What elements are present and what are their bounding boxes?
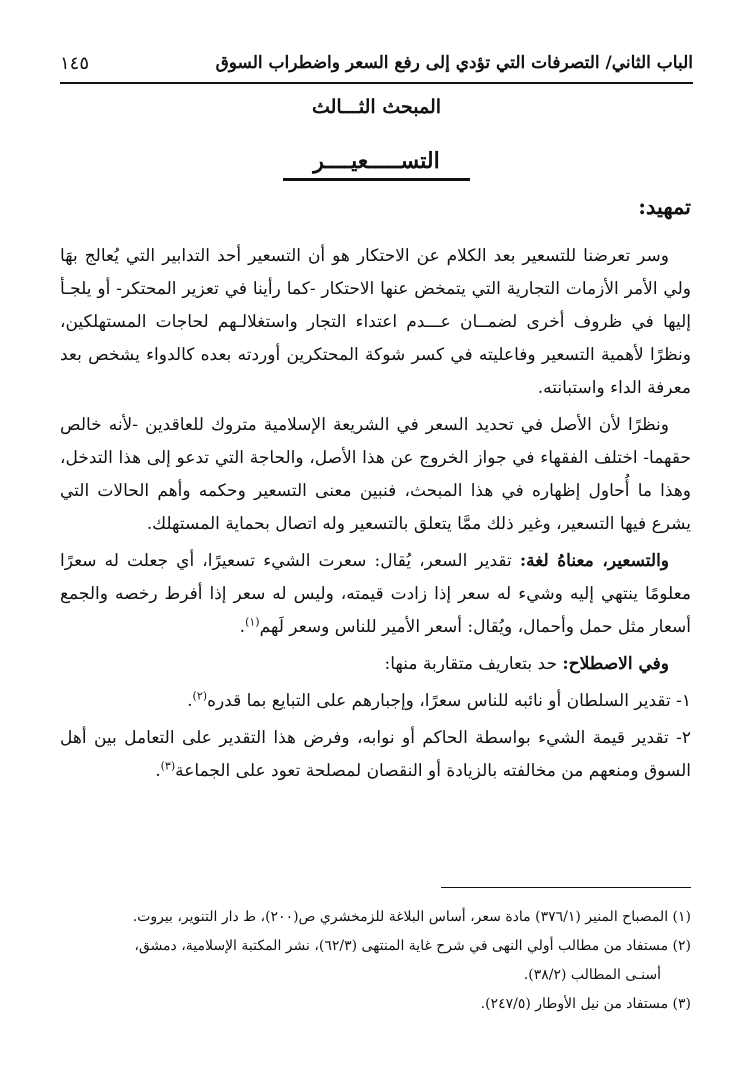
section-title: المبحث الثـــالث <box>311 96 442 118</box>
definition-item-2-text: ٢- تقدير قيمة الشيء بواسطة الحاكم أو نوابه، وفرض هذا التقدير على التعامل بين أهل السوق ومنعهم من مخالفته بالزيادة أو النقصان لمصلحة تعود على الجماعة <box>60 728 691 781</box>
footnote-2: (٢) مستفاد من مطالب أولي النهى في شرح غاية المنتهى (٦٢/٣)، نشر المكتبة الإسلامية، دمشق، <box>134 938 691 954</box>
body-text <box>60 240 691 792</box>
footnote-ref-1: (١) <box>245 615 260 629</box>
paragraph-1: وسر تعرضنا للتسعير بعد الكلام عن الاحتكار هو أن التسعير أحد التدابير التي يُعالج بهَا ولي الأمر الأزمات التجارية التي يتمخض عنها الاحتكار -كما رأينا في تعزير المحتكر- أو يلجـأ إليها في ظروف أخرى لضمــان عـــدم اعتداء التجار واستغلالـهم لحاجات المستهلكين، ونظرًا لأهمية التسعير وفاعليته في كسر شوكة المحتكرين أوردته بعده كالدواء يشخص بعد معرفة الداء واستبانته. <box>60 246 691 398</box>
page-number: ١٤٥ <box>60 52 90 74</box>
paragraph-2: ونظرًا لأن الأصل في تحديد السعر في الشريعة الإسلامية متروك للعاقدين -لأنه خالص حقهما- اختلف الفقهاء في جواز الخروج عن هذا الأصل، والحاجة التي تدعو إلى هذا التدخل، وهذا ما أُحاول إظهاره في هذا المبحث، فنبين معنى التسعير وحكمه وأهم الحالات التي يشرع فيها التسعير، وغير ذلك ممَّا يتعلق بالتسعير وله اتصال بحماية المستهلك. <box>60 415 691 534</box>
definition-item-1-text: ١- تقدير السلطان أو نائبه للناس سعرًا، وإجبارهم على التبايع بما قدره <box>207 691 691 711</box>
chapter-title-wrap <box>0 148 753 174</box>
paragraph-4-text: حد بتعاريف متقاربة منها: <box>384 654 557 674</box>
paragraph-4 <box>60 648 691 681</box>
footnote-1: (١) المصباح المنير (٣٧٦/١) مادة سعر، أساس البلاغة للزمخشري ص(٢٠٠)، ط دار التنوير، بيروت. <box>132 909 691 925</box>
footnotes <box>60 904 691 1020</box>
running-header <box>60 48 693 84</box>
footnote-ref-3: (٣) <box>160 759 176 773</box>
paragraph-3: والتسعير، معناهُ لغة: تقدير السعر، يُقال: سعرت الشيء تسعيرًا، أي جعلت له سعرًا معلومًا ينتهي إليه وشيء له سعر إذا زادت قيمته، وليس له سعر إذا أفرط رخصه والجمع أسعار مثل حمل وأحمال، ويُقال: أسعر الأمير للناس وسعر لَهم$^{(١)}$. <box>60 551 691 637</box>
definition-item-1: ١- تقدير السلطان أو نائبه للناس سعرًا، وإجبارهم على التبايع بما قدره$^{(٢)}$. <box>187 689 691 711</box>
footnote-3: (٣) مستفاد من نيل الأوطار (٢٤٧/٥). <box>480 996 691 1012</box>
paragraph-3-lead: والتسعير، معناهُ لغة: <box>519 551 669 571</box>
paragraph-4-lead: وفي الاصطلاح: <box>562 654 669 674</box>
definition-item-2: ٢- تقدير قيمة الشيء بواسطة الحاكم أو نوابه، وفرض هذا التقدير على التعامل بين أهل السوق ومنعهم من مخالفته بالزيادة أو النقصان لمصلحة تعود على الجماعة$^{(٣)}$. <box>60 728 691 781</box>
footnote-divider <box>441 887 691 888</box>
intro-heading: تمهيد: <box>638 194 691 219</box>
paragraph-3-text: تقدير السعر، يُقال: سعرت الشيء تسعيرًا، أي جعلت له سعرًا معلومًا ينتهي إليه وشيء له سعر إذا زادت قيمته، وليس له سعر إذا أفرط رخصه والجمع أسعار مثل حمل وأحمال، ويُقال: أسعر الأمير للناس وسعر لَهم <box>60 551 691 637</box>
footnote-2-continued: أسنـى المطالب (٣٨/٢). <box>523 967 661 983</box>
running-title: الباب الثاني/ التصرفات التي تؤدي إلى رفع السعر واضطراب السوق <box>215 53 693 73</box>
footnote-ref-2: (٢) <box>192 689 208 703</box>
chapter-title: التســـــعيــــر <box>283 148 469 181</box>
